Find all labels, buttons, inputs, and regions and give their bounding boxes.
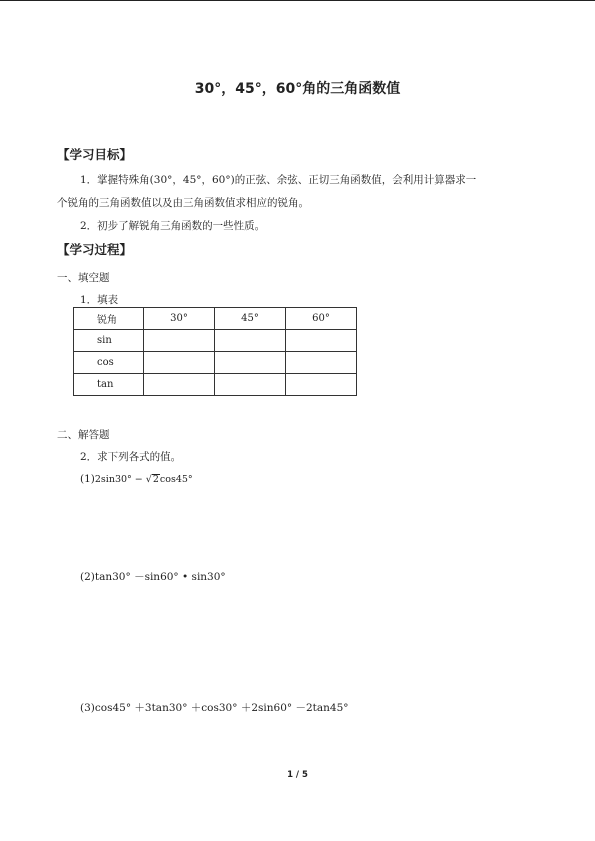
sub-question-2: (2)tan30° －sin60° • sin30° [80, 571, 226, 583]
sub-question-3: (3)cos45° ＋3tan30° ＋cos30° ＋2sin60° －2tan45° [80, 702, 349, 714]
table-answer-cell[interactable] [144, 330, 215, 352]
table-answer-cell[interactable] [144, 374, 215, 396]
question-1: 1．填表 [80, 294, 119, 306]
table-row-label: sin [74, 330, 144, 352]
sub-question-1-expr-b: cos45° [159, 474, 193, 485]
table-header-cell: 30° [144, 308, 215, 330]
goal-item-2: 2．初步了解锐角三角函数的一些性质。 [80, 220, 266, 232]
table-header-row [74, 308, 357, 330]
table-answer-cell[interactable] [215, 374, 286, 396]
process-heading: 【学习过程】 [57, 242, 133, 257]
table-header-cell: 60° [286, 308, 357, 330]
page-number: 1 / 5 [287, 770, 308, 780]
part-1-heading: 一、填空题 [57, 272, 110, 284]
part-2-heading: 二、解答题 [57, 429, 110, 441]
top-rule [0, 0, 595, 1]
sub-question-1 [80, 473, 193, 485]
sub-question-1-label: (1) [80, 473, 95, 485]
table-row [74, 352, 357, 374]
table-answer-cell[interactable] [286, 374, 357, 396]
table-answer-cell[interactable] [286, 352, 357, 374]
goal-item-1-line-2: 个锐角的三角函数值以及由三角函数值求相应的锐角。 [57, 197, 309, 209]
goal-item-1-line-1: 1．掌握特殊角(30°，45°，60°)的正弦、余弦、正切三角函数值，会利用计算器求一 [80, 174, 477, 186]
table-row [74, 374, 357, 396]
table-row [74, 330, 357, 352]
trig-value-table [73, 307, 357, 396]
table-header-cell: 锐角 [74, 308, 144, 330]
table-row-label: tan [74, 374, 144, 396]
table-row-label: cos [74, 352, 144, 374]
table-answer-cell[interactable] [286, 330, 357, 352]
table-answer-cell[interactable] [215, 330, 286, 352]
sub-question-1-expr-a: 2sin30° − [94, 474, 146, 485]
goals-heading: 【学习目标】 [57, 147, 133, 162]
table-answer-cell[interactable] [215, 352, 286, 374]
table-header-cell: 45° [215, 308, 286, 330]
question-2: 2．求下列各式的值。 [80, 451, 182, 463]
page-title: 30°，45°，60°角的三角函数值 [194, 81, 401, 97]
sqrt-symbol: √ [145, 474, 152, 485]
sub-question-1-sqrt-value: 2 [152, 474, 159, 485]
table-answer-cell[interactable] [144, 352, 215, 374]
